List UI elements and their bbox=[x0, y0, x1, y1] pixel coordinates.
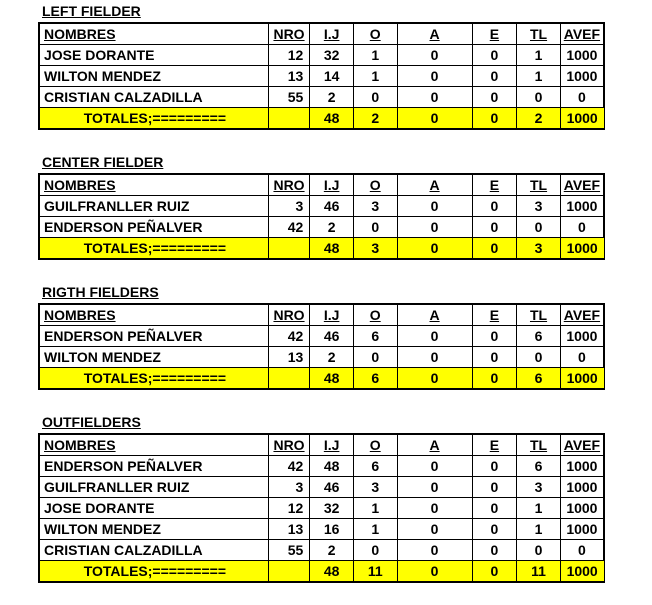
cell-a: 0 bbox=[397, 326, 472, 347]
stats-table bbox=[38, 173, 605, 260]
totals-ij: 48 bbox=[310, 368, 354, 390]
cell-nro: 13 bbox=[268, 347, 310, 368]
table-row bbox=[39, 540, 604, 561]
cell-a: 0 bbox=[397, 456, 472, 477]
header-o: O bbox=[353, 434, 397, 456]
header-avef: AVEF bbox=[560, 434, 604, 456]
totals-nro bbox=[268, 368, 310, 390]
cell-o: 0 bbox=[353, 347, 397, 368]
totals-ij: 48 bbox=[310, 108, 354, 130]
cell-nro: 3 bbox=[268, 477, 310, 498]
cell-ij: 2 bbox=[310, 347, 354, 368]
header-a: A bbox=[397, 304, 472, 326]
cell-o: 6 bbox=[353, 456, 397, 477]
cell-a: 0 bbox=[397, 519, 472, 540]
totals-ij: 48 bbox=[310, 561, 354, 583]
table-row bbox=[39, 196, 604, 217]
cell-e: 0 bbox=[472, 87, 517, 108]
cell-e: 0 bbox=[472, 66, 517, 87]
section-title: CENTER FIELDER bbox=[42, 154, 164, 170]
cell-o: 3 bbox=[353, 477, 397, 498]
cell-tl: 1 bbox=[517, 519, 561, 540]
cell-o: 1 bbox=[353, 519, 397, 540]
totals-label: TOTALES;========= bbox=[39, 561, 268, 583]
totals-label: TOTALES;========= bbox=[39, 238, 268, 260]
cell-e: 0 bbox=[472, 519, 517, 540]
totals-a: 0 bbox=[397, 238, 472, 260]
totals-row bbox=[39, 108, 604, 130]
cell-ij: 14 bbox=[310, 66, 354, 87]
cell-tl: 6 bbox=[517, 456, 561, 477]
cell-a: 0 bbox=[397, 217, 472, 238]
header-ij: I.J bbox=[310, 304, 354, 326]
cell-nombre: GUILFRANLLER RUIZ bbox=[39, 477, 268, 498]
cell-e: 0 bbox=[472, 326, 517, 347]
cell-ij: 2 bbox=[310, 87, 354, 108]
totals-o: 11 bbox=[353, 561, 397, 583]
header-avef: AVEF bbox=[560, 304, 604, 326]
cell-avef: 1000 bbox=[560, 326, 604, 347]
cell-nro: 3 bbox=[268, 196, 310, 217]
totals-nro bbox=[268, 108, 310, 130]
cell-nro: 42 bbox=[268, 217, 310, 238]
header-tl: TL bbox=[517, 174, 561, 196]
cell-tl: 0 bbox=[517, 87, 561, 108]
header-avef: AVEF bbox=[560, 23, 604, 45]
header-nro: NRO bbox=[268, 23, 310, 45]
totals-a: 0 bbox=[397, 368, 472, 390]
cell-tl: 3 bbox=[517, 477, 561, 498]
table-row bbox=[39, 498, 604, 519]
cell-nombre: JOSE DORANTE bbox=[39, 498, 268, 519]
cell-nombre: ENDERSON PEÑALVER bbox=[39, 326, 268, 347]
cell-a: 0 bbox=[397, 196, 472, 217]
cell-e: 0 bbox=[472, 498, 517, 519]
header-nro: NRO bbox=[268, 174, 310, 196]
cell-ij: 2 bbox=[310, 540, 354, 561]
cell-avef: 0 bbox=[560, 347, 604, 368]
totals-a: 0 bbox=[397, 108, 472, 130]
header-e: E bbox=[472, 434, 517, 456]
cell-avef: 1000 bbox=[560, 498, 604, 519]
cell-a: 0 bbox=[397, 540, 472, 561]
header-e: E bbox=[472, 174, 517, 196]
cell-nombre: ENDERSON PEÑALVER bbox=[39, 456, 268, 477]
totals-avef: 1000 bbox=[560, 108, 604, 130]
cell-tl: 1 bbox=[517, 45, 561, 66]
cell-nro: 42 bbox=[268, 456, 310, 477]
header-o: O bbox=[353, 304, 397, 326]
cell-o: 1 bbox=[353, 45, 397, 66]
header-ij: I.J bbox=[310, 434, 354, 456]
header-nombres: NOMBRES bbox=[39, 174, 268, 196]
cell-tl: 3 bbox=[517, 196, 561, 217]
header-nombres: NOMBRES bbox=[39, 304, 268, 326]
totals-tl: 3 bbox=[517, 238, 561, 260]
cell-o: 1 bbox=[353, 498, 397, 519]
header-row bbox=[39, 174, 604, 196]
header-avef: AVEF bbox=[560, 174, 604, 196]
header-a: A bbox=[397, 434, 472, 456]
header-e: E bbox=[472, 23, 517, 45]
header-o: O bbox=[353, 174, 397, 196]
totals-row bbox=[39, 561, 604, 583]
cell-e: 0 bbox=[472, 456, 517, 477]
cell-tl: 0 bbox=[517, 217, 561, 238]
totals-o: 6 bbox=[353, 368, 397, 390]
cell-nombre: JOSE DORANTE bbox=[39, 45, 268, 66]
table-row bbox=[39, 66, 604, 87]
totals-row bbox=[39, 238, 604, 260]
totals-avef: 1000 bbox=[560, 368, 604, 390]
table-row bbox=[39, 87, 604, 108]
header-a: A bbox=[397, 174, 472, 196]
cell-nro: 13 bbox=[268, 66, 310, 87]
header-e: E bbox=[472, 304, 517, 326]
cell-tl: 1 bbox=[517, 66, 561, 87]
cell-tl: 0 bbox=[517, 540, 561, 561]
cell-avef: 1000 bbox=[560, 477, 604, 498]
totals-e: 0 bbox=[472, 108, 517, 130]
cell-a: 0 bbox=[397, 498, 472, 519]
cell-o: 0 bbox=[353, 217, 397, 238]
totals-tl: 11 bbox=[517, 561, 561, 583]
cell-ij: 46 bbox=[310, 326, 354, 347]
totals-o: 2 bbox=[353, 108, 397, 130]
totals-e: 0 bbox=[472, 368, 517, 390]
table-row bbox=[39, 456, 604, 477]
table-row bbox=[39, 217, 604, 238]
header-row bbox=[39, 23, 604, 45]
cell-nombre: WILTON MENDEZ bbox=[39, 519, 268, 540]
cell-e: 0 bbox=[472, 196, 517, 217]
cell-o: 1 bbox=[353, 66, 397, 87]
cell-e: 0 bbox=[472, 217, 517, 238]
cell-ij: 16 bbox=[310, 519, 354, 540]
cell-o: 3 bbox=[353, 196, 397, 217]
cell-nombre: WILTON MENDEZ bbox=[39, 347, 268, 368]
header-row bbox=[39, 304, 604, 326]
cell-tl: 0 bbox=[517, 347, 561, 368]
cell-nro: 12 bbox=[268, 498, 310, 519]
table-row bbox=[39, 477, 604, 498]
cell-nombre: WILTON MENDEZ bbox=[39, 66, 268, 87]
header-tl: TL bbox=[517, 23, 561, 45]
section-title: OUTFIELDERS bbox=[42, 414, 141, 430]
header-nombres: NOMBRES bbox=[39, 434, 268, 456]
cell-avef: 1000 bbox=[560, 519, 604, 540]
totals-e: 0 bbox=[472, 238, 517, 260]
cell-avef: 0 bbox=[560, 87, 604, 108]
totals-label: TOTALES;========= bbox=[39, 108, 268, 130]
cell-o: 0 bbox=[353, 540, 397, 561]
totals-o: 3 bbox=[353, 238, 397, 260]
cell-ij: 32 bbox=[310, 498, 354, 519]
cell-tl: 1 bbox=[517, 498, 561, 519]
section-title: RIGTH FIELDERS bbox=[42, 284, 159, 300]
totals-ij: 48 bbox=[310, 238, 354, 260]
cell-e: 0 bbox=[472, 45, 517, 66]
cell-nro: 55 bbox=[268, 87, 310, 108]
table-row bbox=[39, 326, 604, 347]
cell-a: 0 bbox=[397, 347, 472, 368]
cell-o: 0 bbox=[353, 87, 397, 108]
header-nombres: NOMBRES bbox=[39, 23, 268, 45]
cell-avef: 1000 bbox=[560, 456, 604, 477]
totals-nro bbox=[268, 561, 310, 583]
header-nro: NRO bbox=[268, 434, 310, 456]
cell-a: 0 bbox=[397, 477, 472, 498]
cell-a: 0 bbox=[397, 45, 472, 66]
totals-tl: 2 bbox=[517, 108, 561, 130]
cell-e: 0 bbox=[472, 540, 517, 561]
cell-ij: 32 bbox=[310, 45, 354, 66]
cell-nombre: ENDERSON PEÑALVER bbox=[39, 217, 268, 238]
cell-e: 0 bbox=[472, 347, 517, 368]
cell-ij: 48 bbox=[310, 456, 354, 477]
cell-ij: 46 bbox=[310, 196, 354, 217]
header-nro: NRO bbox=[268, 304, 310, 326]
totals-e: 0 bbox=[472, 561, 517, 583]
header-o: O bbox=[353, 23, 397, 45]
table-row bbox=[39, 519, 604, 540]
cell-nombre: GUILFRANLLER RUIZ bbox=[39, 196, 268, 217]
cell-avef: 0 bbox=[560, 540, 604, 561]
cell-avef: 1000 bbox=[560, 45, 604, 66]
header-a: A bbox=[397, 23, 472, 45]
totals-a: 0 bbox=[397, 561, 472, 583]
header-row bbox=[39, 434, 604, 456]
header-tl: TL bbox=[517, 304, 561, 326]
header-ij: I.J bbox=[310, 174, 354, 196]
cell-nro: 42 bbox=[268, 326, 310, 347]
cell-nro: 13 bbox=[268, 519, 310, 540]
totals-row bbox=[39, 368, 604, 390]
table-row bbox=[39, 347, 604, 368]
cell-nombre: CRISTIAN CALZADILLA bbox=[39, 540, 268, 561]
totals-avef: 1000 bbox=[560, 238, 604, 260]
table-row bbox=[39, 45, 604, 66]
stats-table bbox=[38, 22, 605, 130]
cell-a: 0 bbox=[397, 66, 472, 87]
stats-table bbox=[38, 303, 605, 390]
cell-nombre: CRISTIAN CALZADILLA bbox=[39, 87, 268, 108]
stats-table bbox=[38, 433, 605, 583]
header-ij: I.J bbox=[310, 23, 354, 45]
cell-e: 0 bbox=[472, 477, 517, 498]
cell-tl: 6 bbox=[517, 326, 561, 347]
cell-ij: 46 bbox=[310, 477, 354, 498]
totals-nro bbox=[268, 238, 310, 260]
cell-avef: 1000 bbox=[560, 196, 604, 217]
cell-avef: 0 bbox=[560, 217, 604, 238]
cell-o: 6 bbox=[353, 326, 397, 347]
totals-label: TOTALES;========= bbox=[39, 368, 268, 390]
header-tl: TL bbox=[517, 434, 561, 456]
cell-nro: 55 bbox=[268, 540, 310, 561]
cell-nro: 12 bbox=[268, 45, 310, 66]
cell-avef: 1000 bbox=[560, 66, 604, 87]
totals-avef: 1000 bbox=[560, 561, 604, 583]
section-title: LEFT FIELDER bbox=[42, 3, 141, 19]
cell-a: 0 bbox=[397, 87, 472, 108]
cell-ij: 2 bbox=[310, 217, 354, 238]
totals-tl: 6 bbox=[517, 368, 561, 390]
